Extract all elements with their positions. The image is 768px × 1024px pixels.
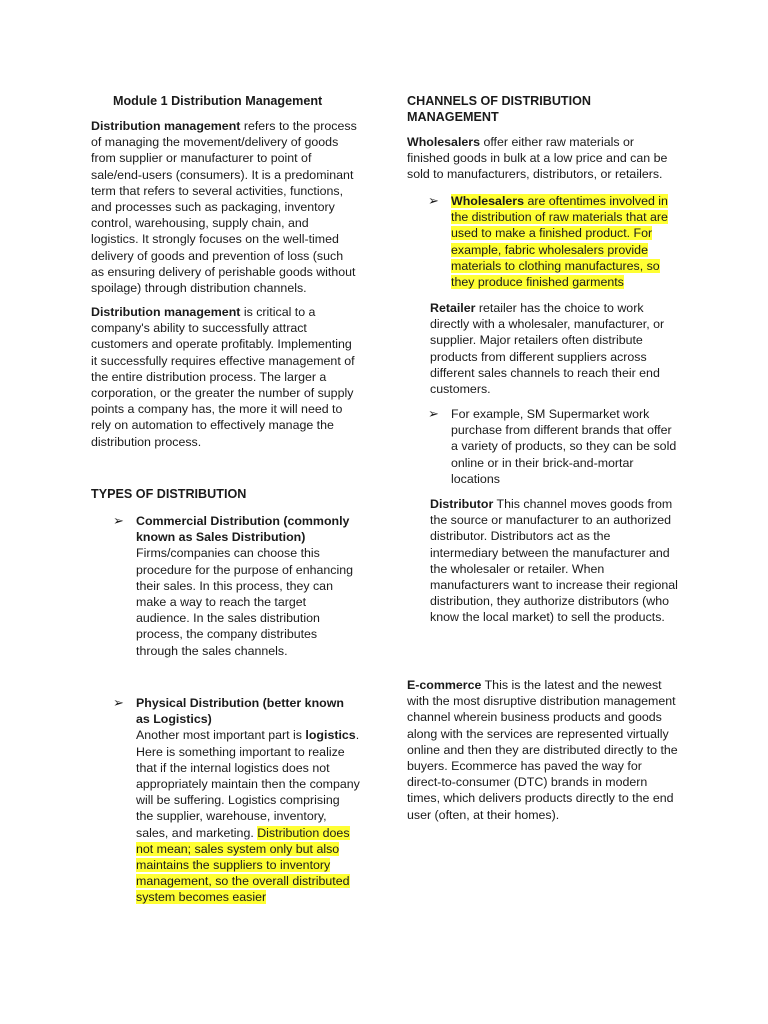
wholesalers-bullet: Wholesalers are oftentimes involved in the distribution of raw materials that are used to make a finished product. For example, fabric wholesalers provide materials to clothing manufactures, so they produce finished garments (451, 194, 668, 290)
module-title: Module 1 Distribution Management (113, 94, 323, 108)
intro-text: refers to the process of managing the movement/delivery of goods from supplier or manufacturer to point of sale/end-users (consumers). It is a predominant term that refers to several activities, functions, and processes such as packaging, inventory control, warehousing, supply chain, and logistics. It strongly focuses on the well-timed delivery of goods and prevention of loss (such as ensuring delivery of perishable goods without spoilage) through distribution channels. (91, 119, 357, 296)
retailer-paragraph: Retailer retailer has the choice to work directly with a wholesaler, manufacturer, or supplier. Major retailers often distribute products from different suppliers across different sales channels to reach their end customers. (430, 301, 665, 397)
wholesalers-bullet-term: Wholesalers (451, 194, 524, 208)
wholesalers-term: Wholesalers (407, 135, 480, 149)
arrow-bullet-icon: ➢ (113, 695, 124, 710)
channels-heading: CHANNELS OF DISTRIBUTION MANAGEMENT (407, 94, 592, 125)
arrow-bullet-icon: ➢ (113, 513, 124, 528)
physical-heading: Physical Distribution (better known as Logistics) (136, 696, 344, 727)
wholesalers-paragraph: Wholesalers offer either raw materials or finished goods in bulk at a low price and can be sold to manufacturers, distributors, or retailers. (407, 135, 668, 182)
arrow-bullet-icon: ➢ (428, 193, 439, 208)
ecommerce-paragraph: E-commerce This is the latest and the newest with the most disruptive distribution management channel wherein business products and goods along with the services are represented virtually online and then they are distributed directly to the buyers. Ecommerce has paved the way for direct-to-consumer (DTC) brands in modern times, which delivers products directly to the end user (often, at their homes). (407, 678, 678, 822)
types-heading: TYPES OF DISTRIBUTION (91, 487, 247, 501)
intro-paragraph (91, 118, 359, 296)
commercial-heading: Commercial Distribution (commonly known as Sales Distribution) (136, 514, 350, 545)
importance-text: is critical to a company's ability to successfully attract customers and operate profitably. Implementing it successfully requires effective management of the entire distribution process. The larger a corporation, or the greater the number of supply points a company has, the more it will need to rely on automation to effectively manage the distribution process. (91, 305, 355, 449)
distributor-paragraph: Distributor This channel moves goods from the source or manufacturer to an authorized distributor. Distributors act as the intermediary between the manufacturer and the wholesaler or retailer. When manufacturers want to increase their regional distribution, they authorize distributors (who know the local market) to sell the products. (430, 497, 678, 625)
physical-text: Another most important part is logistics. Here is something important to realize that if the internal logistics does not appropriately maintain then the company will be suffering. Logistics comprising the supplier, warehouse, inventory, sales, and marketing. Distribution does not mean; sales system only but also maintains the suppliers to inventory management, so the overall distributed system becomes easier (136, 728, 360, 905)
importance-paragraph (91, 304, 359, 450)
physical-distribution-item (136, 695, 360, 906)
commercial-distribution-item (136, 513, 360, 659)
distributor-term: Distributor (430, 497, 494, 511)
logistics-term: logistics (305, 728, 356, 743)
retailer-bullet: For example, SM Supermarket work purchase from different brands that offer a variety of products, so they can be sold online or in their brick-and-mortar locations (451, 407, 677, 486)
importance-term: Distribution management (91, 305, 241, 319)
highlighted-text: Distribution does not mean; sales system only but also maintains the suppliers to inventory management, so the overall distributed system becomes easier (136, 825, 350, 905)
intro-term: Distribution management (91, 119, 241, 133)
arrow-bullet-icon: ➢ (428, 406, 439, 421)
commercial-text: Firms/companies can choose this procedure for the purpose of enhancing their sales. In this process, they can make a way to reach the target audience. In the sales distribution process, the company distributes through the sales channels. (136, 546, 353, 658)
ecommerce-term: E-commerce (407, 678, 482, 692)
retailer-term: Retailer (430, 301, 476, 315)
